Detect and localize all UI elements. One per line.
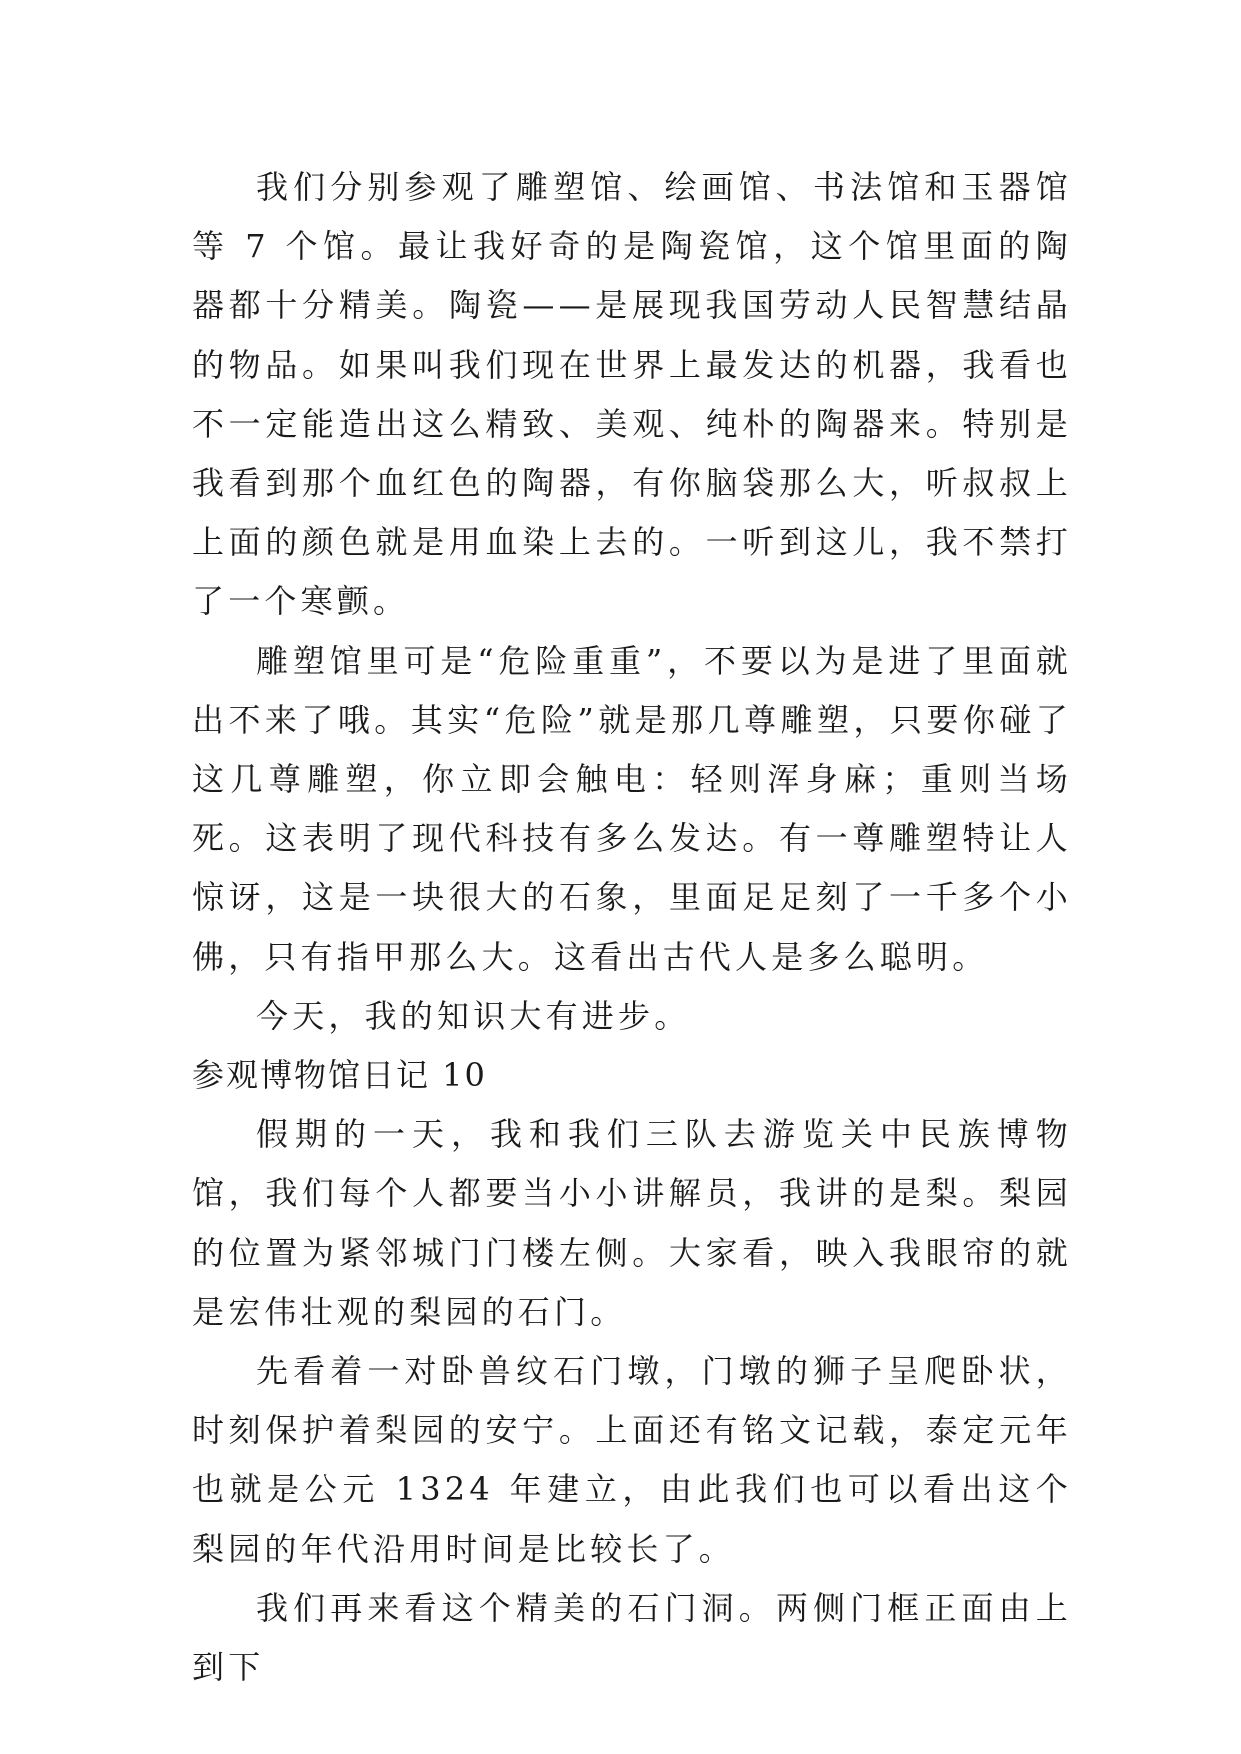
section-heading: 参观博物馆日记 10 <box>192 1056 487 1095</box>
paragraph-stone-door-pier: 先看着一对卧兽纹石门墩，门墩的狮子呈爬卧状，时刻保护着梨园的安宁。上面还有铭文记载，泰定元年也就是公元 1324 年建立，由此我们也可以看出这个梨园的年代沿用时间是比较长了。 <box>192 1352 1072 1568</box>
paragraph-stone-doorway: 我们再来看这个精美的石门洞。两侧门框正面由上到下 <box>192 1588 1072 1687</box>
paragraph-sculpture-hall: 雕塑馆里可是“危险重重”，不要以为是进了里面就出不来了哦。其实“危险”就是那几尊雕塑，只要你碰了这几尊雕塑，你立即会触电：轻则浑身麻；重则当场死。这表明了现代科技有多么发达。有一尊雕塑特让人惊讶，这是一块很大的石象，里面足足刻了一千多个小佛，只有指甲那么大。这看出古代人是多么聪明。 <box>192 641 1072 976</box>
paragraph-today-progress: 今天，我的知识大有进步。 <box>256 996 691 1035</box>
paragraph-museum-halls: 我们分别参观了雕塑馆、绘画馆、书法馆和玉器馆等 7 个馆。最让我好奇的是陶瓷馆，这个馆里面的陶器都十分精美。陶瓷——是展现我国劳动人民智慧结晶的物品。如果叫我们现在世界上最发达的机器，我看也不一定能造出这么精致、美观、纯朴的陶器来。特别是我看到那个血红色的陶器，有你脑袋那么大，听叔叔上上面的颜色就是用血染上去的。一听到这儿，我不禁打了一个寒颤。 <box>192 168 1072 621</box>
paragraph-holiday-visit: 假期的一天，我和我们三队去游览关中民族博物馆，我们每个人都要当小小讲解员，我讲的是梨。梨园的位置为紧邻城门门楼左侧。大家看，映入我眼帘的就是宏伟壮观的梨园的石门。 <box>192 1115 1072 1331</box>
document-body <box>192 158 1072 1697</box>
